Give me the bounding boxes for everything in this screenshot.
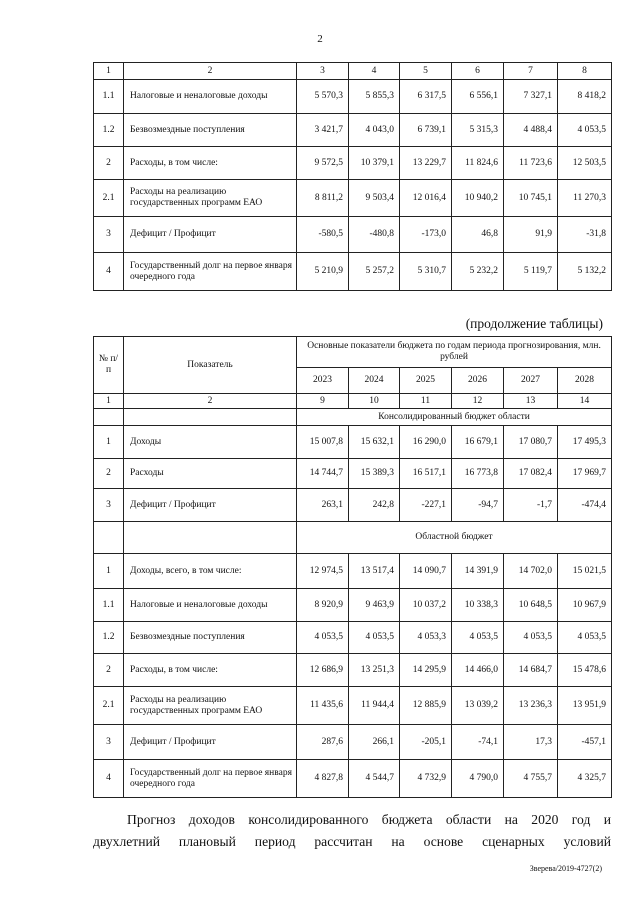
row-number: 1: [94, 554, 124, 589]
value-cell: 4 732,9: [400, 760, 452, 798]
row-number: 4: [94, 760, 124, 798]
value-cell: 8 418,2: [558, 80, 612, 114]
value-cell: -74,1: [452, 725, 504, 760]
value-cell: -227,1: [400, 489, 452, 522]
table1-col-number: 3: [297, 63, 349, 80]
value-cell: 13 236,3: [504, 687, 558, 725]
value-cell: 14 391,9: [452, 554, 504, 589]
row-number: 1: [94, 426, 124, 459]
value-cell: 15 632,1: [349, 426, 400, 459]
section-title-regional: Областной бюджет: [297, 522, 612, 554]
value-cell: 11 944,4: [349, 687, 400, 725]
table-row: [94, 725, 612, 760]
row-number: 2: [94, 654, 124, 687]
value-cell: -31,8: [558, 217, 612, 253]
value-cell: 14 090,7: [400, 554, 452, 589]
value-cell: 91,9: [504, 217, 558, 253]
section-row: [94, 409, 612, 426]
value-cell: 12 974,5: [297, 554, 349, 589]
value-cell: 5 232,2: [452, 253, 504, 291]
value-cell: 9 503,4: [349, 180, 400, 217]
paragraph-line: Прогноз доходов консолидированного бюджета области на 2020 год и: [127, 812, 611, 827]
value-cell: 5 210,9: [297, 253, 349, 291]
budget-table-part2: [93, 336, 612, 798]
row-name: Дефицит / Профицит: [124, 725, 297, 760]
value-cell: 10 940,2: [452, 180, 504, 217]
table-row: [94, 114, 612, 147]
value-cell: 9 463,9: [349, 589, 400, 622]
value-cell: 5 570,3: [297, 80, 349, 114]
value-cell: 10 967,9: [558, 589, 612, 622]
row-name: Расходы на реализацию государственных программ ЕАО: [124, 687, 297, 725]
table-row: [94, 589, 612, 622]
empty-cell: [124, 522, 297, 554]
value-cell: 5 257,2: [349, 253, 400, 291]
value-cell: 10 745,1: [504, 180, 558, 217]
value-cell: 17,3: [504, 725, 558, 760]
value-cell: 17 969,7: [558, 459, 612, 489]
value-cell: 4 053,5: [504, 622, 558, 654]
empty-cell: [124, 409, 297, 426]
empty-cell: [94, 522, 124, 554]
value-cell: 3 421,7: [297, 114, 349, 147]
value-cell: 9 572,5: [297, 147, 349, 180]
value-cell: 15 007,8: [297, 426, 349, 459]
row-name: Государственный долг на первое января очередного года: [124, 760, 297, 798]
value-cell: 16 679,1: [452, 426, 504, 459]
year-header: 2028: [558, 368, 612, 394]
table-row: [94, 426, 612, 459]
row-name: Доходы: [124, 426, 297, 459]
value-cell: 17 495,3: [558, 426, 612, 459]
value-cell: 4 053,5: [452, 622, 504, 654]
value-cell: 11 270,3: [558, 180, 612, 217]
value-cell: 13 039,2: [452, 687, 504, 725]
row-name: Доходы, всего, в том числе:: [124, 554, 297, 589]
table1-column-number-row: [94, 63, 612, 80]
table-row: [94, 554, 612, 589]
row-name: Безвозмездные поступления: [124, 622, 297, 654]
value-cell: -205,1: [400, 725, 452, 760]
year-header: 2024: [349, 368, 400, 394]
table1-col-number: 1: [94, 63, 124, 80]
table2-header-row: [94, 337, 612, 368]
value-cell: 14 702,0: [504, 554, 558, 589]
table-row: [94, 654, 612, 687]
value-cell: 14 684,7: [504, 654, 558, 687]
table-row: [94, 760, 612, 798]
value-cell: 4 053,3: [400, 622, 452, 654]
group-header: Основные показатели бюджета по годам периода прогнозирования, млн. рублей: [297, 337, 612, 368]
row-name: Налоговые и неналоговые доходы: [124, 589, 297, 622]
value-cell: 263,1: [297, 489, 349, 522]
table1-col-number: 7: [504, 63, 558, 80]
value-cell: 46,8: [452, 217, 504, 253]
value-cell: 4 053,5: [558, 114, 612, 147]
row-number: 2: [94, 459, 124, 489]
row-number: 4: [94, 253, 124, 291]
value-cell: 4 053,5: [349, 622, 400, 654]
table-row: [94, 180, 612, 217]
value-cell: 16 773,8: [452, 459, 504, 489]
value-cell: 10 338,3: [452, 589, 504, 622]
indicator-header: Показатель: [124, 337, 297, 394]
row-number: 1.2: [94, 114, 124, 147]
value-cell: 12 885,9: [400, 687, 452, 725]
value-cell: 11 824,6: [452, 147, 504, 180]
value-cell: 242,8: [349, 489, 400, 522]
value-cell: 11 435,6: [297, 687, 349, 725]
table2-column-number-row: [94, 394, 612, 409]
value-cell: 10 037,2: [400, 589, 452, 622]
value-cell: 6 556,1: [452, 80, 504, 114]
value-cell: 4 053,5: [558, 622, 612, 654]
table2-col-number: 11: [400, 394, 452, 409]
table-row: [94, 253, 612, 291]
value-cell: -1,7: [504, 489, 558, 522]
row-name: Расходы, в том числе:: [124, 147, 297, 180]
row-number: 2: [94, 147, 124, 180]
value-cell: 8 920,9: [297, 589, 349, 622]
value-cell: -480,8: [349, 217, 400, 253]
row-number: 3: [94, 725, 124, 760]
table2-col-number: 13: [504, 394, 558, 409]
value-cell: 4 790,0: [452, 760, 504, 798]
value-cell: 13 251,3: [349, 654, 400, 687]
row-number: 2.1: [94, 180, 124, 217]
value-cell: 5 132,2: [558, 253, 612, 291]
table2-col-number: 12: [452, 394, 504, 409]
value-cell: 4 325,7: [558, 760, 612, 798]
value-cell: 12 686,9: [297, 654, 349, 687]
value-cell: 6 739,1: [400, 114, 452, 147]
row-name: Дефицит / Профицит: [124, 217, 297, 253]
section-title-consolidated: Консолидированный бюджет области: [297, 409, 612, 426]
value-cell: 4 827,8: [297, 760, 349, 798]
table2-col-number: 9: [297, 394, 349, 409]
num-header: № п/п: [94, 337, 124, 394]
row-name: Расходы на реализацию государственных программ ЕАО: [124, 180, 297, 217]
table1-col-number: 4: [349, 63, 400, 80]
table1-col-number: 2: [124, 63, 297, 80]
value-cell: 15 389,3: [349, 459, 400, 489]
row-number: 2.1: [94, 687, 124, 725]
row-number: 1.1: [94, 589, 124, 622]
row-name: Расходы, в том числе:: [124, 654, 297, 687]
value-cell: 17 080,7: [504, 426, 558, 459]
table-row: [94, 459, 612, 489]
value-cell: -457,1: [558, 725, 612, 760]
table-row: [94, 687, 612, 725]
value-cell: 5 315,3: [452, 114, 504, 147]
table-row: [94, 147, 612, 180]
row-name: Расходы: [124, 459, 297, 489]
document-code: Зверева/2019-4727(2): [529, 864, 602, 873]
value-cell: 13 951,9: [558, 687, 612, 725]
table-row: [94, 217, 612, 253]
table2-col-number: 14: [558, 394, 612, 409]
value-cell: 16 517,1: [400, 459, 452, 489]
row-name: Налоговые и неналоговые доходы: [124, 80, 297, 114]
year-header: 2027: [504, 368, 558, 394]
value-cell: 4 488,4: [504, 114, 558, 147]
table2-col-number: 1: [94, 394, 124, 409]
year-header: 2023: [297, 368, 349, 394]
value-cell: 287,6: [297, 725, 349, 760]
value-cell: 4 043,0: [349, 114, 400, 147]
table-row: [94, 489, 612, 522]
budget-table-part1: [93, 62, 612, 291]
row-number: 1.1: [94, 80, 124, 114]
value-cell: 14 295,9: [400, 654, 452, 687]
value-cell: 12 503,5: [558, 147, 612, 180]
value-cell: 14 466,0: [452, 654, 504, 687]
value-cell: 10 379,1: [349, 147, 400, 180]
row-number: 3: [94, 217, 124, 253]
table1-col-number: 6: [452, 63, 504, 80]
value-cell: 4 053,5: [297, 622, 349, 654]
value-cell: 5 310,7: [400, 253, 452, 291]
empty-cell: [94, 409, 124, 426]
value-cell: 8 811,2: [297, 180, 349, 217]
value-cell: 5 119,7: [504, 253, 558, 291]
value-cell: 6 317,5: [400, 80, 452, 114]
table-row: [94, 622, 612, 654]
value-cell: -94,7: [452, 489, 504, 522]
row-name: Государственный долг на первое января очередного года: [124, 253, 297, 291]
table1-col-number: 5: [400, 63, 452, 80]
value-cell: 13 517,4: [349, 554, 400, 589]
row-number: 1.2: [94, 622, 124, 654]
value-cell: 5 855,3: [349, 80, 400, 114]
table2-col-number: 2: [124, 394, 297, 409]
value-cell: 17 082,4: [504, 459, 558, 489]
row-name: Безвозмездные поступления: [124, 114, 297, 147]
value-cell: 266,1: [349, 725, 400, 760]
value-cell: 10 648,5: [504, 589, 558, 622]
table1-col-number: 8: [558, 63, 612, 80]
value-cell: 7 327,1: [504, 80, 558, 114]
value-cell: 16 290,0: [400, 426, 452, 459]
value-cell: 14 744,7: [297, 459, 349, 489]
section-row: [94, 522, 612, 554]
value-cell: 11 723,6: [504, 147, 558, 180]
year-header: 2026: [452, 368, 504, 394]
value-cell: 13 229,7: [400, 147, 452, 180]
value-cell: 4 544,7: [349, 760, 400, 798]
value-cell: 15 021,5: [558, 554, 612, 589]
value-cell: -173,0: [400, 217, 452, 253]
value-cell: -580,5: [297, 217, 349, 253]
value-cell: 15 478,6: [558, 654, 612, 687]
page-number: 2: [317, 33, 323, 45]
body-paragraph: [93, 809, 611, 853]
continuation-label: (продолжение таблицы): [465, 316, 603, 331]
value-cell: 12 016,4: [400, 180, 452, 217]
row-number: 3: [94, 489, 124, 522]
table-row: [94, 80, 612, 114]
paragraph-line: двухлетний плановый период рассчитан на основе сценарных условий: [93, 834, 611, 849]
value-cell: 4 755,7: [504, 760, 558, 798]
table2-col-number: 10: [349, 394, 400, 409]
year-header: 2025: [400, 368, 452, 394]
value-cell: -474,4: [558, 489, 612, 522]
row-name: Дефицит / Профицит: [124, 489, 297, 522]
